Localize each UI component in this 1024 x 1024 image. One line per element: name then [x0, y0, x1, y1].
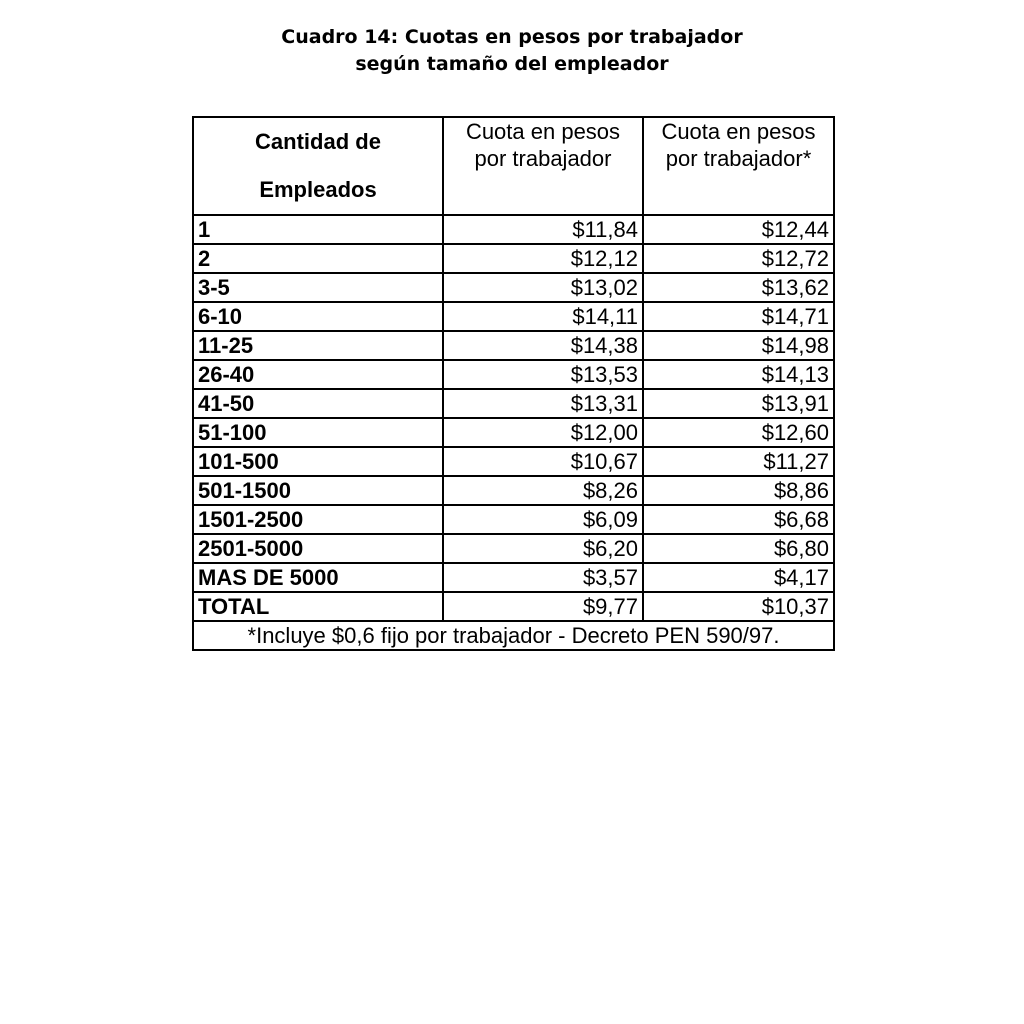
- table-body: [193, 215, 834, 621]
- row-label: 26-40: [193, 360, 443, 389]
- table-row: [193, 563, 834, 592]
- header-cantidad-line-1: Cantidad de: [255, 129, 381, 154]
- row-cuota-con-fijo: $6,80: [643, 534, 834, 563]
- row-cuota: $3,57: [443, 563, 643, 592]
- table-row: [193, 592, 834, 621]
- row-cuota: $13,31: [443, 389, 643, 418]
- row-cuota: $13,53: [443, 360, 643, 389]
- table-row: [193, 534, 834, 563]
- row-label: 41-50: [193, 389, 443, 418]
- table-row: [193, 215, 834, 244]
- table-row: [193, 360, 834, 389]
- row-cuota-con-fijo: $12,72: [643, 244, 834, 273]
- header-cantidad-empleados: [193, 117, 443, 215]
- table-row: [193, 447, 834, 476]
- row-label: 1: [193, 215, 443, 244]
- row-label: TOTAL: [193, 592, 443, 621]
- row-cuota: $8,26: [443, 476, 643, 505]
- row-cuota-con-fijo: $12,60: [643, 418, 834, 447]
- row-cuota: $6,20: [443, 534, 643, 563]
- row-cuota-con-fijo: $8,86: [643, 476, 834, 505]
- header-cantidad-line-2: Empleados: [259, 177, 377, 202]
- row-cuota: $11,84: [443, 215, 643, 244]
- title-line-1: Cuadro 14: Cuotas en pesos por trabajador: [281, 26, 743, 48]
- header-cuota-fijo-line-1: Cuota en pesos: [661, 119, 816, 144]
- row-cuota-con-fijo: $11,27: [643, 447, 834, 476]
- footnote: *Incluye $0,6 fijo por trabajador - Decreto PEN 590/97.: [193, 621, 834, 650]
- row-cuota-con-fijo: $14,98: [643, 331, 834, 360]
- footnote-row: [193, 621, 834, 650]
- row-label: 6-10: [193, 302, 443, 331]
- row-label: 51-100: [193, 418, 443, 447]
- row-label: 11-25: [193, 331, 443, 360]
- row-cuota: $10,67: [443, 447, 643, 476]
- quota-table: [192, 116, 835, 651]
- table-row: [193, 302, 834, 331]
- header-cuota-fijo-line-2: por trabajador*: [665, 146, 812, 171]
- table-row: [193, 331, 834, 360]
- row-cuota-con-fijo: $10,37: [643, 592, 834, 621]
- row-label: 2: [193, 244, 443, 273]
- row-label: 3-5: [193, 273, 443, 302]
- row-cuota-con-fijo: $4,17: [643, 563, 834, 592]
- row-cuota-con-fijo: $14,71: [643, 302, 834, 331]
- header-row: [193, 117, 834, 215]
- table-title: [0, 24, 1024, 78]
- row-cuota-con-fijo: $6,68: [643, 505, 834, 534]
- row-cuota: $12,00: [443, 418, 643, 447]
- row-cuota: $9,77: [443, 592, 643, 621]
- header-cuota: [443, 117, 643, 215]
- row-label: 501-1500: [193, 476, 443, 505]
- row-cuota: $14,11: [443, 302, 643, 331]
- row-cuota-con-fijo: $12,44: [643, 215, 834, 244]
- header-cuota-con-fijo: [643, 117, 834, 215]
- row-label: 1501-2500: [193, 505, 443, 534]
- row-cuota: $6,09: [443, 505, 643, 534]
- row-label: MAS DE 5000: [193, 563, 443, 592]
- header-cuota-line-1: Cuota en pesos: [465, 119, 621, 144]
- title-line-2: según tamaño del empleador: [355, 53, 669, 75]
- table-row: [193, 476, 834, 505]
- row-cuota-con-fijo: $14,13: [643, 360, 834, 389]
- row-cuota: $14,38: [443, 331, 643, 360]
- table-row: [193, 244, 834, 273]
- table-row: [193, 418, 834, 447]
- row-cuota-con-fijo: $13,91: [643, 389, 834, 418]
- header-cuota-line-2: por trabajador: [474, 146, 612, 171]
- row-cuota-con-fijo: $13,62: [643, 273, 834, 302]
- table-row: [193, 273, 834, 302]
- row-label: 2501-5000: [193, 534, 443, 563]
- row-cuota: $12,12: [443, 244, 643, 273]
- table-row: [193, 389, 834, 418]
- row-cuota: $13,02: [443, 273, 643, 302]
- row-label: 101-500: [193, 447, 443, 476]
- table-row: [193, 505, 834, 534]
